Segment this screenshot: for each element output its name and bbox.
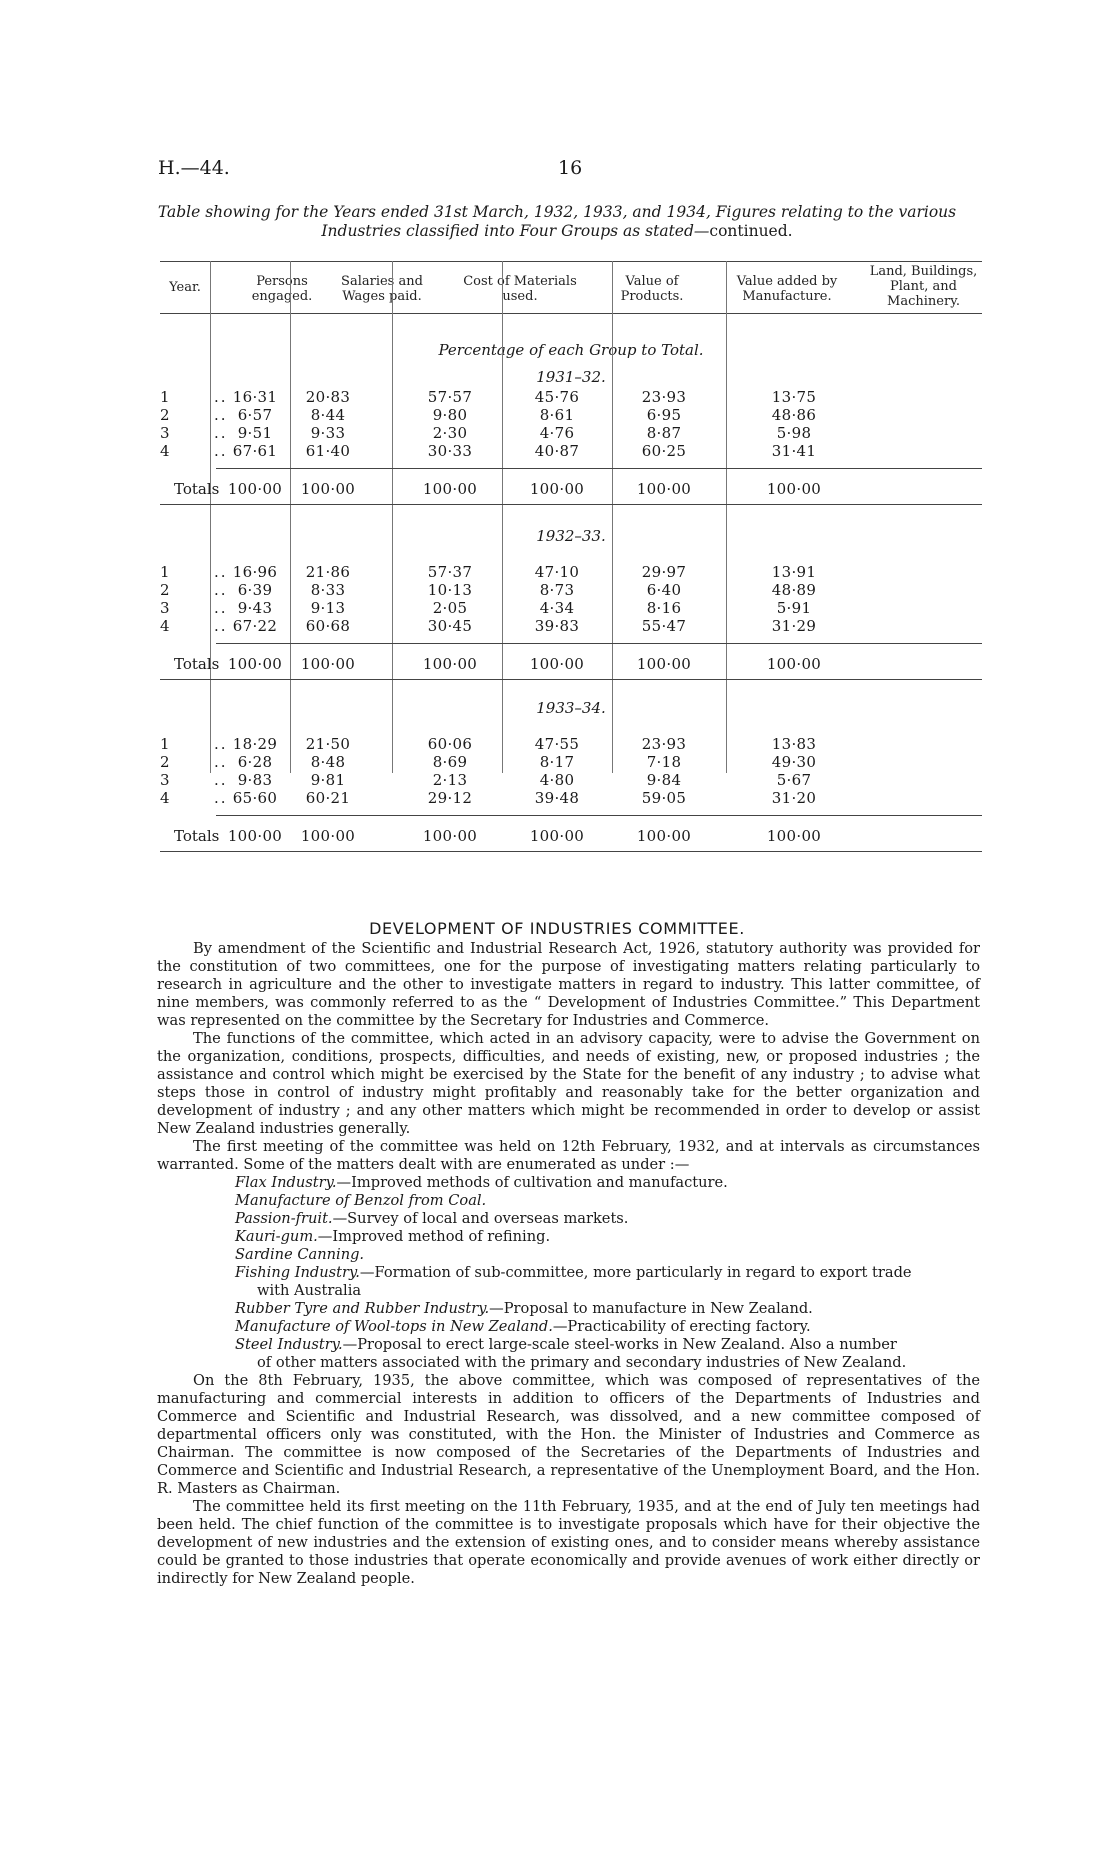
- table-title-line-1: Table showing for the Years ended 31st March, 1932, 1933, and 1934, Figures relating to the various: [157, 203, 957, 221]
- table-row: [160, 771, 982, 790]
- table-cell: 18·29: [232, 735, 278, 753]
- table-cell: 16·31: [232, 388, 278, 406]
- totals-label: Totals: [174, 827, 220, 845]
- matter-title: Steel Industry.: [235, 1336, 343, 1353]
- totals-cell: 100·00: [422, 480, 478, 498]
- column-header-cost-materials: Cost of Materials used.: [463, 274, 577, 304]
- column-separator: [290, 261, 291, 773]
- paragraph-4: On the 8th February, 1935, the above committee, which was composed of representatives of the manufacturing and commercial interests in addition to officers of the Departments of Industries and Commerce and Scientific and Industrial Research, was dissolved, and a new committee composed of departmental officers only was constituted, with the Hon. the Minister of Industries and Commerce as Chairman. The committee is now composed of the Secretaries of the Departments of Industries and Commerce and Scientific and Industrial Research, a representative of the Unemployment Board, and the Hon. R. Masters as Chairman.: [157, 1372, 980, 1497]
- table-cell: 49·30: [771, 753, 817, 771]
- totals-cell: 100·00: [422, 655, 478, 673]
- totals-cell: 100·00: [766, 480, 822, 498]
- table-cell: 60·68: [305, 617, 351, 635]
- group-number: 4: [160, 617, 170, 635]
- table-cell: 21·86: [305, 563, 351, 581]
- matter-text: —Formation of sub-committee, more particularly in regard to export trade: [359, 1264, 912, 1281]
- section-bottom-rule: [160, 504, 982, 505]
- table-cell: 13·91: [771, 563, 817, 581]
- totals-row: [160, 655, 982, 674]
- table-cell: 2·30: [432, 424, 468, 442]
- table-cell: 8·61: [539, 406, 575, 424]
- table-top-rule: [160, 261, 982, 262]
- totals-row: [160, 827, 982, 846]
- leader-dots: ..: [214, 735, 228, 753]
- totals-cell: 100·00: [529, 827, 585, 845]
- totals-label: Totals: [174, 480, 220, 498]
- matter-title: Manufacture of Benzol from Coal.: [235, 1192, 487, 1209]
- table-cell: 16·96: [232, 563, 278, 581]
- totals-cell: 100·00: [300, 480, 356, 498]
- table-header-rule: [160, 313, 982, 314]
- table-cell: 29·97: [641, 563, 687, 581]
- table-cell: 8·17: [539, 753, 575, 771]
- leader-dots: ..: [214, 771, 228, 789]
- column-separator: [392, 261, 393, 773]
- table-cell: 30·45: [427, 617, 473, 635]
- matter-title: Passion-fruit.: [235, 1210, 333, 1227]
- leader-dots: ..: [214, 789, 228, 807]
- column-separator: [210, 261, 211, 773]
- table-cell: 31·41: [771, 442, 817, 460]
- section-year-heading: 1931–32.: [536, 368, 606, 386]
- table-cell: 39·83: [534, 617, 580, 635]
- section-year-heading: 1933–34.: [536, 699, 606, 717]
- table-title: [130, 203, 984, 241]
- paragraph-2: The functions of the committee, which acted in an advisory capacity, were to advise the Government on the organization, conditions, prospects, difficulties, and needs of existing, new, or proposed industries ; the assistance and control which might be exercised by the State for the benefit of any industry ; to advise what steps those in control of industry might profitably and reasonably take for the better organization and development of industry ; and any other matters which might be recommended in order to develop or assist New Zealand industries generally.: [157, 1030, 980, 1137]
- table-cell: 48·89: [771, 581, 817, 599]
- table-cell: 9·51: [237, 424, 273, 442]
- table-cell: 67·22: [232, 617, 278, 635]
- table-cell: 8·69: [432, 753, 468, 771]
- table-row: [160, 388, 982, 407]
- table-cell: 31·29: [771, 617, 817, 635]
- table-cell: 2·13: [432, 771, 468, 789]
- table-row: [160, 563, 982, 582]
- table-cell: 47·10: [534, 563, 580, 581]
- group-number: 1: [160, 563, 170, 581]
- table-cell: 23·93: [641, 388, 687, 406]
- group-number: 1: [160, 388, 170, 406]
- totals-row: [160, 480, 982, 499]
- table-cell: 31·20: [771, 789, 817, 807]
- totals-cell: 100·00: [529, 655, 585, 673]
- leader-dots: ..: [214, 563, 228, 581]
- matter-title: Kauri-gum.: [235, 1228, 318, 1245]
- totals-cell: 100·00: [636, 655, 692, 673]
- matter-title: Fishing Industry.: [235, 1264, 360, 1281]
- table-row: [160, 599, 982, 618]
- column-header-value-products: Value of Products.: [620, 274, 684, 304]
- table-cell: 8·33: [310, 581, 346, 599]
- leader-dots: ..: [214, 406, 228, 424]
- group-number: 2: [160, 581, 170, 599]
- table-cell: 5·67: [776, 771, 812, 789]
- matter-text: —Survey of local and overseas markets.: [332, 1210, 629, 1227]
- group-number: 3: [160, 424, 170, 442]
- matter-item: [157, 1174, 980, 1192]
- table-cell: 6·40: [646, 581, 682, 599]
- table-cell: 4·76: [539, 424, 575, 442]
- totals-cell: 100·00: [766, 827, 822, 845]
- matter-text: —Practicability of erecting factory.: [552, 1318, 811, 1335]
- matter-title: Flax Industry.: [235, 1174, 337, 1191]
- group-number: 4: [160, 442, 170, 460]
- totals-cell: 100·00: [300, 655, 356, 673]
- matter-text: —Improved methods of cultivation and manufacture.: [336, 1174, 728, 1191]
- section-year-heading: 1932–33.: [536, 527, 606, 545]
- table-cell: 9·84: [646, 771, 682, 789]
- matter-title: Rubber Tyre and Rubber Industry.: [235, 1300, 490, 1317]
- table-cell: 21·50: [305, 735, 351, 753]
- leader-dots: ..: [214, 442, 228, 460]
- matter-item: [157, 1228, 980, 1246]
- totals-cell: 100·00: [529, 480, 585, 498]
- table-cell: 60·06: [427, 735, 473, 753]
- table-cell: 57·37: [427, 563, 473, 581]
- group-number: 1: [160, 735, 170, 753]
- table-title-line-2-upright: continued.: [709, 222, 793, 240]
- matter-title: Manufacture of Wool-tops in New Zealand.: [235, 1318, 553, 1335]
- table-cell: 45·76: [534, 388, 580, 406]
- table-cell: 8·44: [310, 406, 346, 424]
- table-cell: 8·73: [539, 581, 575, 599]
- table-cell: 48·86: [771, 406, 817, 424]
- column-header-salaries-wages: Salaries and Wages paid.: [341, 274, 423, 304]
- group-number: 2: [160, 753, 170, 771]
- matter-text: —Improved method of refining.: [317, 1228, 551, 1245]
- table-cell: 8·48: [310, 753, 346, 771]
- column-separator: [612, 261, 613, 773]
- page-number: 16: [558, 157, 583, 179]
- totals-cell: 100·00: [227, 827, 283, 845]
- paragraph-3: The first meeting of the committee was held on 12th February, 1932, and at intervals as circumstances warranted. Some of the matters dealt with are enumerated as under :—: [157, 1138, 980, 1173]
- table-cell: 47·55: [534, 735, 580, 753]
- group-number: 3: [160, 771, 170, 789]
- table-cell: 40·87: [534, 442, 580, 460]
- leader-dots: ..: [214, 617, 228, 635]
- table-row: [160, 424, 982, 443]
- table-cell: 30·33: [427, 442, 473, 460]
- table-row: [160, 442, 982, 461]
- table-cell: 29·12: [427, 789, 473, 807]
- table-cell: 60·21: [305, 789, 351, 807]
- matter-item: [157, 1192, 980, 1210]
- table-cell: 8·87: [646, 424, 682, 442]
- table-cell: 2·05: [432, 599, 468, 617]
- totals-label: Totals: [174, 655, 220, 673]
- matter-item: [157, 1210, 980, 1228]
- table-cell: 4·80: [539, 771, 575, 789]
- table-cell: 60·25: [641, 442, 687, 460]
- matter-item: [157, 1300, 980, 1318]
- column-header-year: Year.: [169, 280, 201, 295]
- table-cell: 9·13: [310, 599, 346, 617]
- table-cell: 61·40: [305, 442, 351, 460]
- table-cell: 9·80: [432, 406, 468, 424]
- leader-dots: ..: [214, 388, 228, 406]
- table-cell: 6·28: [237, 753, 273, 771]
- table-row: [160, 581, 982, 600]
- section-heading: DEVELOPMENT OF INDUSTRIES COMMITTEE.: [369, 919, 745, 938]
- table-cell: 9·33: [310, 424, 346, 442]
- table-cell: 65·60: [232, 789, 278, 807]
- leader-dots: ..: [214, 581, 228, 599]
- table-cell: 6·95: [646, 406, 682, 424]
- totals-cell: 100·00: [300, 827, 356, 845]
- matter-text: —Proposal to erect large-scale steel-works in New Zealand. Also a number: [342, 1336, 897, 1353]
- table-cell: 5·91: [776, 599, 812, 617]
- article-body: [157, 940, 980, 1588]
- group-number: 3: [160, 599, 170, 617]
- column-separator: [502, 261, 503, 773]
- table-cell: 57·57: [427, 388, 473, 406]
- table-cell: 9·81: [310, 771, 346, 789]
- table-row: [160, 406, 982, 425]
- table-cell: 13·75: [771, 388, 817, 406]
- totals-rule: [216, 643, 982, 644]
- table-cell: 23·93: [641, 735, 687, 753]
- table-cell: 7·18: [646, 753, 682, 771]
- column-header-value-added: Value added by Manufacture.: [736, 274, 838, 304]
- table-cell: 20·83: [305, 388, 351, 406]
- table-cell: 13·83: [771, 735, 817, 753]
- matter-continuation: with Australia: [257, 1282, 362, 1299]
- table-cell: 10·13: [427, 581, 473, 599]
- totals-cell: 100·00: [422, 827, 478, 845]
- table-cell: 67·61: [232, 442, 278, 460]
- table-cell: 9·83: [237, 771, 273, 789]
- totals-cell: 100·00: [766, 655, 822, 673]
- table-cell: 6·57: [237, 406, 273, 424]
- matters-list: [157, 1174, 980, 1372]
- table-subtitle: Percentage of each Group to Total.: [438, 341, 704, 359]
- leader-dots: ..: [214, 424, 228, 442]
- table-cell: 55·47: [641, 617, 687, 635]
- totals-cell: 100·00: [636, 480, 692, 498]
- table-title-line-2-italic: Industries classified into Four Groups as stated—: [321, 222, 710, 240]
- table-cell: 5·98: [776, 424, 812, 442]
- leader-dots: ..: [214, 753, 228, 771]
- table-cell: 59·05: [641, 789, 687, 807]
- table-row: [160, 735, 982, 754]
- column-header-land-buildings: Land, Buildings, Plant, and Machinery.: [869, 264, 978, 309]
- table-title-line-2: [130, 222, 984, 241]
- table-cell: 4·34: [539, 599, 575, 617]
- totals-cell: 100·00: [227, 480, 283, 498]
- table-row: [160, 789, 982, 808]
- matter-item: [157, 1246, 980, 1264]
- totals-rule: [216, 815, 982, 816]
- section-bottom-rule: [160, 851, 982, 852]
- totals-rule: [216, 468, 982, 469]
- group-number: 2: [160, 406, 170, 424]
- matter-continuation: of other matters associated with the primary and secondary industries of New Zealand.: [257, 1354, 907, 1371]
- matter-text: —Proposal to manufacture in New Zealand.: [489, 1300, 813, 1317]
- column-separator: [726, 261, 727, 773]
- table-cell: 39·48: [534, 789, 580, 807]
- totals-cell: 100·00: [227, 655, 283, 673]
- paragraph-1: By amendment of the Scientific and Industrial Research Act, 1926, statutory authority was provided for the constitution of two committees, one for the purpose of investigating matters relating particularly to research in agriculture and the other to investigate matters in regard to industry. This latter committee, of nine members, was commonly referred to as the “ Development of Industries Committee.” This Department was represented on the committee by the Secretary for Industries and Commerce.: [157, 940, 980, 1029]
- totals-cell: 100·00: [636, 827, 692, 845]
- group-number: 4: [160, 789, 170, 807]
- document-code: H.—44.: [158, 157, 230, 179]
- section-bottom-rule: [160, 679, 982, 680]
- table-cell: 6·39: [237, 581, 273, 599]
- matter-item: [157, 1264, 980, 1300]
- table-row: [160, 753, 982, 772]
- column-header-persons-engaged: Persons engaged.: [251, 274, 313, 304]
- table-cell: 9·43: [237, 599, 273, 617]
- matter-item: [157, 1318, 980, 1336]
- matter-item: [157, 1336, 980, 1372]
- table-cell: 8·16: [646, 599, 682, 617]
- leader-dots: ..: [214, 599, 228, 617]
- matter-title: Sardine Canning.: [235, 1246, 365, 1263]
- table-row: [160, 617, 982, 636]
- paragraph-5: The committee held its first meeting on the 11th February, 1935, and at the end of July ten meetings had been held. The chief function of the committee is to investigate proposals which have for their objective the development of new industries and the extension of existing ones, and to consider means whereby assistance could be granted to those industries that operate economically and provide avenues of work either directly or indirectly for New Zealand people.: [157, 1498, 980, 1587]
